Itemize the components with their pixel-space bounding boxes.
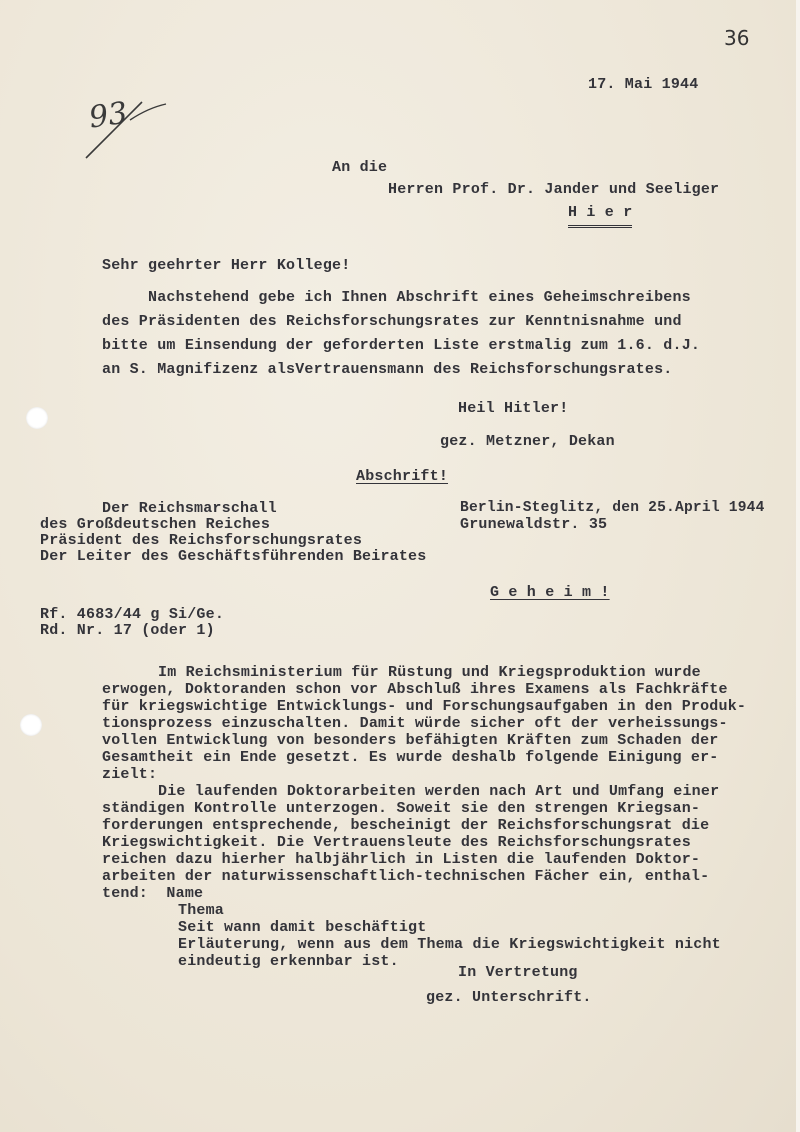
para1-line-4: tionsprozess einzuschalten. Damit würde sicher oft der verheissungs- — [102, 715, 728, 732]
para1-line-1: Im Reichsministerium für Rüstung und Kriegsproduktion wurde — [158, 664, 701, 681]
closing-vertretung: In Vertretung — [458, 964, 578, 981]
para1-line-5: vollen Entwicklung von besonders befähigten Kräften zum Schaden der — [102, 732, 719, 749]
salutation: Sehr geehrter Herr Kollege! — [102, 257, 351, 274]
para1-line-7: zielt: — [102, 766, 158, 783]
place-date: Berlin-Steglitz, den 25.April 1944 — [460, 500, 765, 516]
list-item-erlaeuterung-cont: eindeutig erkennbar ist. — [178, 953, 399, 970]
para1-line-2: erwogen, Doktoranden schon vor Abschluß ihres Examens als Fachkräfte — [102, 681, 728, 698]
intro-line-2: des Präsidenten des Reichsforschungsrates zur Kenntnisnahme und — [102, 313, 682, 330]
para2-line-1: Die laufenden Doktorarbeiten werden nach Art und Umfang einer — [158, 783, 720, 800]
paper-edge — [796, 0, 800, 1132]
para1-line-3: für kriegswichtige Entwicklungs- und Forschungsaufgaben in den Produk- — [102, 698, 747, 715]
para2-line-7: tend: Name — [102, 885, 204, 902]
signature-unterschrift: gez. Unterschrift. — [426, 989, 592, 1006]
closing-heil: Heil Hitler! — [458, 400, 569, 417]
list-item-seit: Seit wann damit beschäftigt — [178, 919, 427, 936]
page-number: 36 — [724, 26, 750, 50]
para2-line-4: Kriegswichtigkeit. Die Vertrauensleute des Reichsforschungsrates — [102, 834, 691, 851]
address-line-3: H i e r — [568, 204, 632, 228]
handwritten-mark-text: 93 — [86, 95, 130, 136]
sender-line-2: des Großdeutschen Reiches — [40, 516, 271, 533]
list-item-erlaeuterung: Erläuterung, wenn aus dem Thema die Kriegswichtigkeit nicht — [178, 936, 721, 953]
street-address: Grunewaldstr. 35 — [460, 516, 608, 533]
sender-line-3: Präsident des Reichsforschungsrates — [40, 532, 363, 549]
address-line-2: Herren Prof. Dr. Jander und Seeliger — [388, 181, 720, 198]
handwritten-mark-93 — [82, 92, 172, 162]
para2-line-6: arbeiten der naturwissenschaftlich-technischen Fächer ein, enthal- — [102, 868, 710, 885]
abschrift-heading: Abschrift! — [356, 468, 449, 485]
letter-date: 17. Mai 1944 — [588, 76, 699, 93]
signature-metzner: gez. Metzner, Dekan — [440, 433, 615, 450]
reference-1: Rf. 4683/44 g Si/Ge. — [40, 606, 225, 623]
geheim-marking: G e h e i m ! — [490, 584, 610, 601]
address-line-1: An die — [332, 159, 388, 176]
para2-line-5: reichen dazu hierher halbjährlich in Listen die laufenden Doktor- — [102, 851, 701, 868]
list-item-thema: Thema — [178, 902, 225, 919]
punch-hole-bottom — [20, 714, 42, 736]
reference-2: Rd. Nr. 17 (oder 1) — [40, 622, 215, 639]
punch-hole-top — [26, 407, 48, 429]
intro-line-4: an S. Magnifizenz alsVertrauensmann des Reichsforschungsrates. — [102, 361, 673, 378]
para2-line-3: forderungen entsprechende, bescheinigt der Reichsforschungsrat die — [102, 817, 710, 834]
intro-line-3: bitte um Einsendung der geforderten Liste erstmalig zum 1.6. d.J. — [102, 337, 701, 354]
para2-line-2: ständigen Kontrolle unterzogen. Soweit sie den strengen Kriegsan- — [102, 800, 701, 817]
para1-line-6: Gesamtheit ein Ende gesetzt. Es wurde deshalb folgende Einigung er- — [102, 749, 719, 766]
sender-line-4: Der Leiter des Geschäftsführenden Beirates — [40, 548, 427, 565]
intro-line-1: Nachstehend gebe ich Ihnen Abschrift eines Geheimschreibens — [148, 289, 691, 306]
sender-line-1: Der Reichsmarschall — [102, 500, 277, 517]
